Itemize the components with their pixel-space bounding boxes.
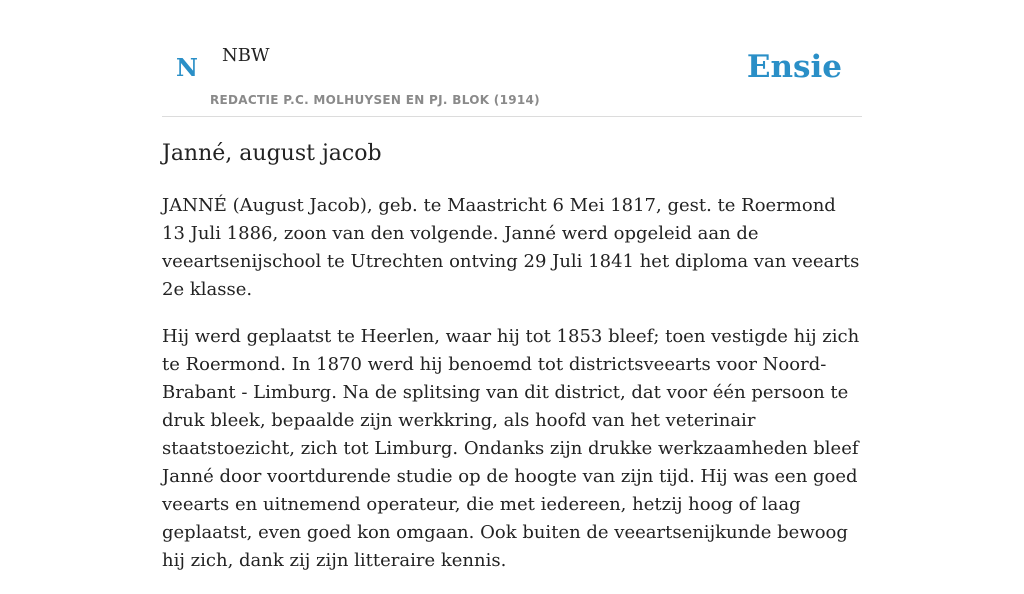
page	[162, 0, 862, 571]
source-title-link[interactable]: NBW	[222, 45, 270, 66]
article-paragraph: Hij werd geplaatst te Heerlen, waar hij tot 1853 bleef; toen vestigde hij zich te Roermond. In 1870 werd hij benoemd tot districtsveearts voor Noord-Brabant - Limburg. Na de splitsing van dit district, dat voor één persoon te druk bleek, bepaalde zijn werkkring, als hoofd van het veterinair staatstoezicht, zich tot Limburg. Ondanks zijn drukke werkzaamheden bleef Janné door voortdurende studie op de hoogte van zijn tijd. Hij was een goed veearts en uitnemend operateur, die met iedereen, hetzij hoog of laag geplaatst, even goed kon omgaan. Ook buiten de veeartsenijkunde bewoog hij zich, dank zij zijn litteraire kennis.	[162, 326, 860, 571]
brand-logo[interactable]: Ensie	[746, 49, 842, 85]
page-title: Janné, august jacob	[162, 141, 382, 166]
header	[162, 0, 862, 117]
article-paragraph: JANNÉ (August Jacob), geb. te Maastricht 6 Mei 1817, gest. te Roermond 13 Juli 1886, zoon van den volgende. Janné werd opgeleid aan de veeartsenijschool te Utrechten ontving 29 Juli 1841 het diploma van veearts 2e klasse.	[162, 195, 860, 300]
source-subtitle: REDACTIE P.C. MOLHUYSEN EN PJ. BLOK (1914)	[210, 93, 540, 107]
article-body	[162, 192, 862, 594]
source-logo[interactable]: N	[176, 53, 198, 82]
